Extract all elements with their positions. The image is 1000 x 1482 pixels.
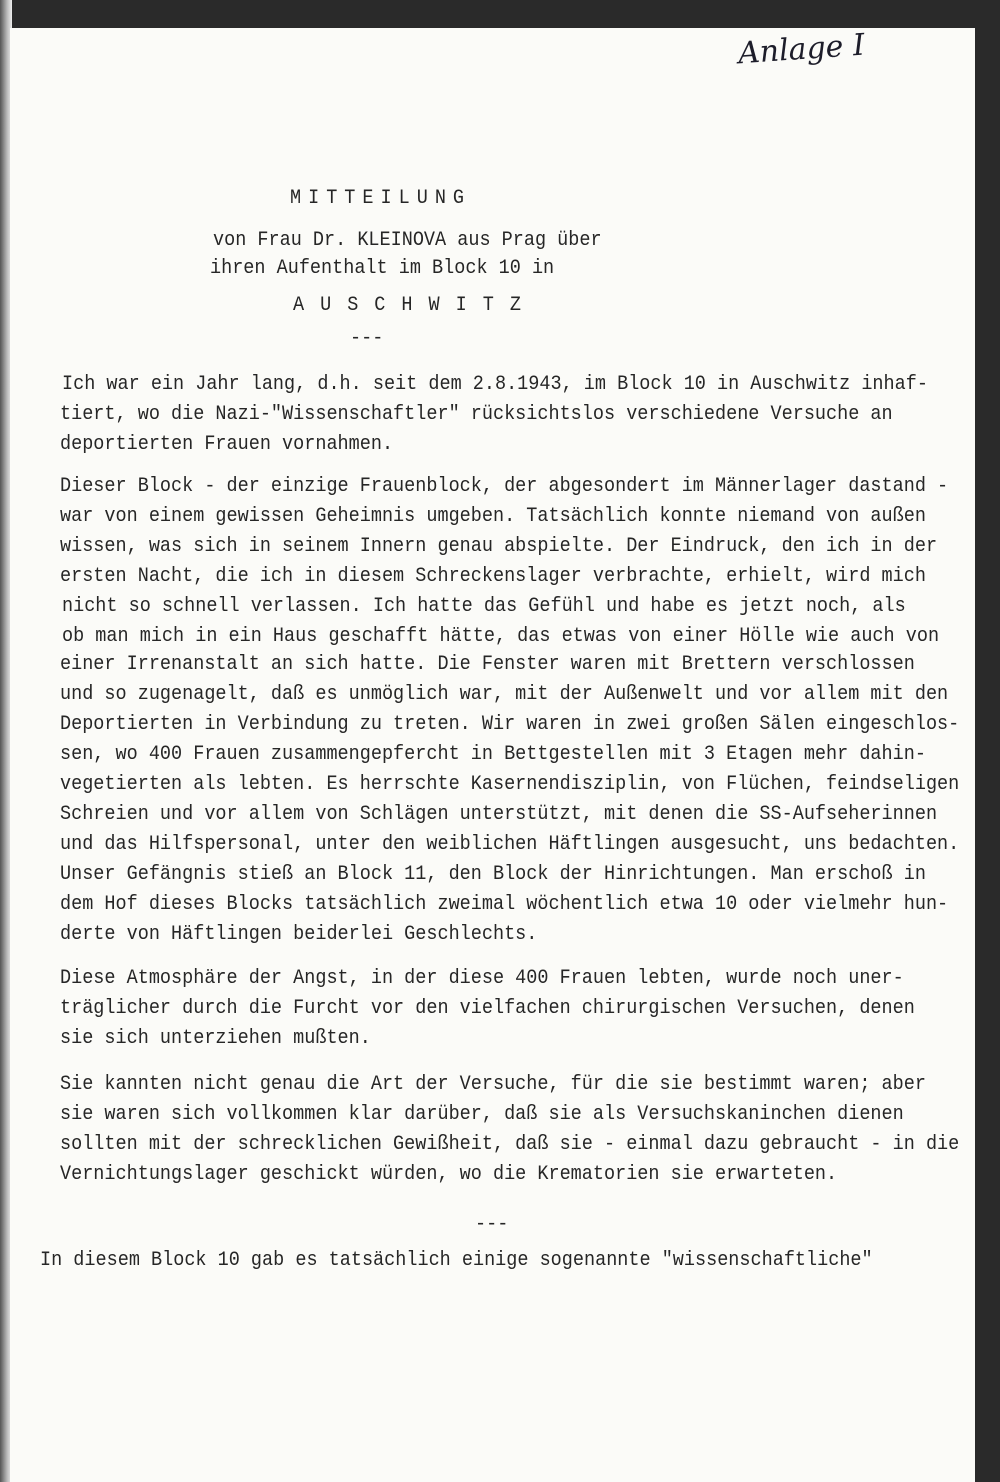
body-line: sen, wo 400 Frauen zusammengepfercht in Bettgestellen mit 3 Etagen mehr dahin- — [60, 742, 926, 766]
document-place: AUSCHWITZ — [293, 293, 537, 317]
body-line: ersten Nacht, die ich in diesem Schreckenslager verbrachte, erhielt, wird mich — [60, 564, 926, 588]
body-line: Sie kannten nicht genau die Art der Versuche, für die sie bestimmt waren; aber — [60, 1072, 926, 1096]
body-line: wissen, was sich in seinem Innern genau abspielte. Der Eindruck, den ich in der — [60, 534, 938, 558]
document-subtitle-2: ihren Aufenthalt im Block 10 in — [210, 256, 555, 280]
body-line: Ich war ein Jahr lang, d.h. seit dem 2.8.1943, im Block 10 in Auschwitz inhaf- — [62, 372, 928, 396]
body-line: träglicher durch die Furcht vor den vielfachen chirurgischen Versuchen, denen — [60, 996, 915, 1020]
body-line: dem Hof dieses Blocks tatsächlich zweimal wöchentlich etwa 10 oder vielmehr hun- — [60, 892, 949, 916]
body-line: vegetierten als lebten. Es herrschte Kasernendisziplin, von Flüchen, feindseligen — [60, 772, 960, 796]
header-separator: --- — [350, 326, 384, 350]
handwritten-annotation: Anlage I — [736, 27, 866, 72]
body-line: sollten mit der schrecklichen Gewißheit, daß sie - einmal dazu gebraucht - in die — [60, 1132, 960, 1156]
document-title: MITTEILUNG — [290, 186, 472, 210]
body-line: sie sich unterziehen mußten. — [60, 1026, 371, 1050]
body-line: ob man mich in ein Haus geschafft hätte, das etwas von einer Hölle wie auch von — [62, 624, 940, 648]
section-separator: --- — [475, 1212, 509, 1236]
body-line: und so zugenagelt, daß es unmöglich war, mit der Außenwelt und vor allem mit den — [60, 682, 949, 706]
body-line: derte von Häftlingen beiderlei Geschlechts. — [60, 922, 538, 946]
body-line: deportierten Frauen vornahmen. — [60, 432, 394, 456]
body-line: war von einem gewissen Geheimnis umgeben. Tatsächlich konnte niemand von außen — [60, 504, 926, 528]
document-subtitle-1: von Frau Dr. KLEINOVA aus Prag über — [213, 228, 602, 252]
body-line: Unser Gefängnis stieß an Block 11, den Block der Hinrichtungen. Man erschoß in — [60, 862, 926, 886]
body-line: und das Hilfspersonal, unter den weiblichen Häftlingen ausgesucht, uns bedachten. — [60, 832, 960, 856]
body-line: sie waren sich vollkommen klar darüber, daß sie als Versuchskaninchen dienen — [60, 1102, 904, 1126]
body-line: Vernichtungslager geschickt würden, wo die Krematorien sie erwarteten. — [60, 1162, 838, 1186]
body-line: In diesem Block 10 gab es tatsächlich einige sogenannte "wissenschaftliche" — [40, 1248, 873, 1272]
body-line: Dieser Block - der einzige Frauenblock, der abgesondert im Männerlager dastand - — [60, 474, 949, 498]
body-line: einer Irrenanstalt an sich hatte. Die Fenster waren mit Brettern verschlossen — [60, 652, 915, 676]
body-line: Diese Atmosphäre der Angst, in der diese 400 Frauen lebten, wurde noch uner- — [60, 966, 904, 990]
body-line: tiert, wo die Nazi-"Wissenschaftler" rücksichtslos verschiedene Versuche an — [60, 402, 893, 426]
body-line: nicht so schnell verlassen. Ich hatte das Gefühl und habe es jetzt noch, als — [62, 594, 906, 618]
body-line: Deportierten in Verbindung zu treten. Wir waren in zwei großen Sälen eingeschlos- — [60, 712, 960, 736]
body-line: Schreien und vor allem von Schlägen unterstützt, mit denen die SS-Aufseherinnen — [60, 802, 938, 826]
